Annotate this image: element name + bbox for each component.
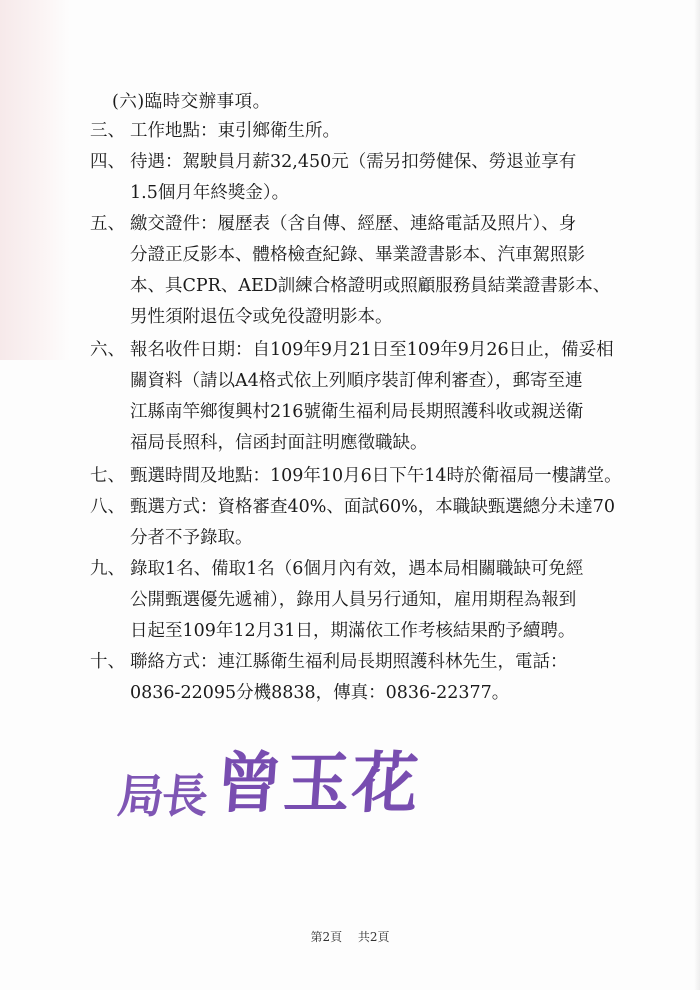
item-line: 公開甄選優先遞補），錄用人員另行通知，雇用期程為報到 <box>130 590 577 610</box>
item-line: 分證正反影本、體格檢查紀錄、畢業證書影本、汽車駕照影 <box>130 245 585 265</box>
item-line: 1.5個月年終獎金）。 <box>130 183 290 203</box>
item-number: 八、 <box>90 497 125 517</box>
item-line: 關資料（請以A4格式依上列順序裝訂俾利審查），郵寄至連 <box>130 371 583 391</box>
item-number: 五、 <box>90 214 125 234</box>
page-total: 共2頁 <box>357 930 390 944</box>
item-line: 福局長照科，信函封面註明應徵職缺。 <box>130 433 428 453</box>
stamp-name: 曾玉花 <box>213 744 423 822</box>
item-line: 男性須附退伍令或免役證明影本。 <box>130 307 393 327</box>
item-number: 三、 <box>90 121 125 141</box>
stamp-text <box>115 740 423 826</box>
item-number: 六、 <box>90 340 125 360</box>
page-number: 第2頁 <box>310 930 343 944</box>
item-line: 工作地點：東引鄉衛生所。 <box>130 121 340 141</box>
item-line: 報名收件日期：自109年9月21日至109年9月26日止，備妥相 <box>130 340 614 360</box>
item-number: 九、 <box>90 559 125 579</box>
item-temporary-tasks: (六)臨時交辦事項。 <box>112 92 271 112</box>
item-line: 甄選時間及地點：109年10月6日下午14時於衛福局一樓講堂。 <box>130 466 622 486</box>
item-line: 繳交證件：履歷表（含自傳、經歷、連絡電話及照片）、身 <box>130 214 577 234</box>
item-line: 日起至109年12月31日，期滿依工作考核結果酌予續聘。 <box>130 621 576 641</box>
item-line: 錄取1名、備取1名（6個月內有效，遇本局相關職缺可免經 <box>130 559 584 579</box>
scan-edge <box>694 0 700 990</box>
scan-shade <box>0 0 70 360</box>
item-line: 江縣南竿鄉復興村216號衛生福利局長期照護科收或親送衛 <box>130 402 584 422</box>
item-line: 0836-22095分機8838，傳真：0836-22377。 <box>130 683 510 703</box>
item-line: 待遇：駕駛員月薪32,450元（需另扣勞健保、勞退並享有 <box>130 152 577 172</box>
item-line: 分者不予錄取。 <box>130 528 253 548</box>
page-footer <box>0 929 700 945</box>
item-line: 本、具CPR、AED訓練合格證明或照顧服務員結業證書影本、 <box>130 276 611 296</box>
item-line: 聯絡方式：連江縣衛生福利局長期照護科林先生，電話： <box>130 652 568 672</box>
item-line: 甄選方式：資格審查40%、面試60%，本職缺甄選總分未達70 <box>130 497 616 517</box>
item-number: 十、 <box>90 652 125 672</box>
stamp-title: 局長 <box>115 769 209 823</box>
item-number: 七、 <box>90 466 125 486</box>
director-stamp <box>115 740 438 830</box>
item-number: 四、 <box>90 152 125 172</box>
